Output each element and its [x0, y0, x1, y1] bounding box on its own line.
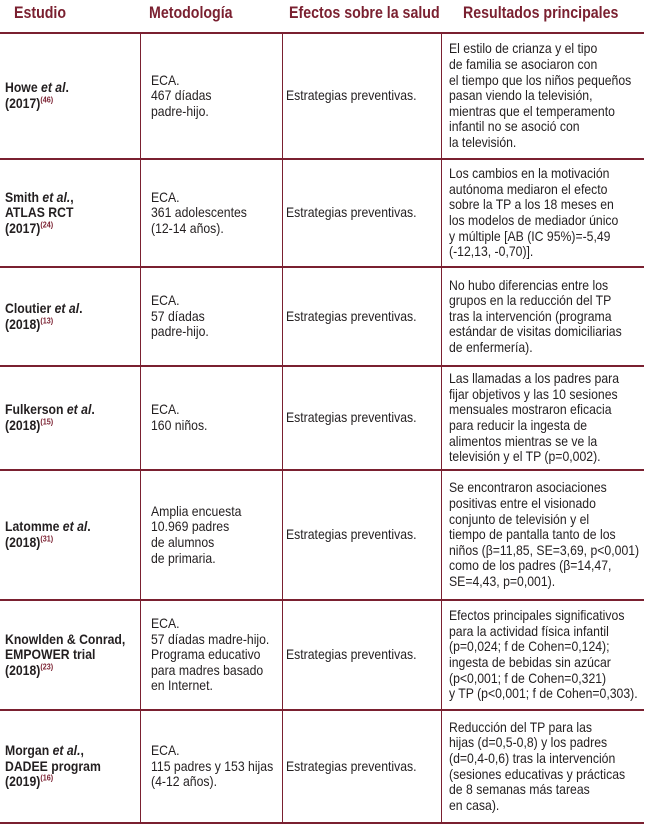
- study-line: [5, 205, 125, 221]
- method-line: 57 díadas: [151, 308, 205, 324]
- study-text: .: [87, 519, 91, 535]
- study-text: Cloutier: [5, 300, 55, 316]
- effect-cell: [286, 601, 436, 709]
- study-cell: [5, 268, 138, 365]
- header-efectos: Efectos sobre la salud: [289, 4, 440, 22]
- results-line: de 8 semanas más tareas: [449, 782, 590, 798]
- column-divider: [140, 601, 141, 709]
- method-line: (12-14 años).: [151, 220, 224, 236]
- method-cell: [151, 34, 281, 158]
- study-line: [5, 774, 125, 790]
- method-line: 467 díadas: [151, 88, 212, 104]
- study-text: (2019): [5, 774, 41, 790]
- results-line: (-12,13, -0,70)].: [449, 244, 534, 260]
- column-divider: [140, 160, 141, 266]
- study-text: ATLAS RCT: [5, 205, 74, 221]
- study-line: [5, 743, 125, 759]
- method-line: ECA.: [151, 616, 180, 632]
- results-line: de enfermería).: [449, 339, 533, 355]
- method-line: Programa educativo: [151, 647, 261, 663]
- column-divider: [140, 34, 141, 158]
- method-line: de primaria.: [151, 550, 216, 566]
- table-row: [0, 471, 644, 599]
- results-cell: [449, 367, 644, 469]
- method-cell: [151, 471, 281, 599]
- results-line: (sesiones educativas y prácticas: [449, 766, 626, 782]
- study-line: [5, 190, 125, 206]
- study-text: .: [79, 300, 83, 316]
- effect-text: Estrategias preventivas.: [286, 88, 417, 104]
- method-line: padre-hijo.: [151, 103, 209, 119]
- study-text: .: [65, 80, 69, 96]
- header-estudio: Estudio: [14, 4, 67, 22]
- table-row: [0, 601, 644, 709]
- results-line: en casa).: [449, 797, 500, 813]
- method-line: para madres basado: [151, 662, 264, 678]
- results-line: sobre la TP a los 18 meses en: [449, 197, 614, 213]
- study-line: [5, 221, 125, 237]
- study-text: (2018): [5, 535, 41, 550]
- method-line: ECA.: [151, 402, 180, 418]
- column-divider: [282, 34, 283, 158]
- study-text: et al: [66, 402, 92, 418]
- column-divider: [282, 711, 283, 822]
- study-line: [5, 535, 125, 551]
- results-line: grupos en la reducción del TP: [449, 293, 612, 309]
- study-cell: [5, 711, 138, 822]
- column-divider: [282, 160, 283, 266]
- results-line: (d=0,4-0,6) tras la intervención: [449, 750, 616, 766]
- column-divider: [140, 711, 141, 822]
- study-text: (2018): [5, 316, 41, 332]
- study-line: [5, 663, 125, 679]
- method-line: 57 díadas madre-hijo.: [151, 631, 270, 647]
- effect-text: Estrategias preventivas.: [286, 410, 417, 426]
- results-line: tras la intervención (programa: [449, 308, 612, 324]
- results-line: infantil no se asoció con: [449, 119, 580, 135]
- study-text: et al: [54, 300, 80, 316]
- column-divider: [441, 601, 442, 709]
- results-line: niños (β=11,85, SE=3,69, p<0,001): [449, 542, 640, 558]
- method-cell: [151, 268, 281, 365]
- study-text: Morgan: [5, 743, 53, 759]
- results-line: estándar de visitas domiciliarias: [449, 324, 622, 340]
- reference-number: (31): [40, 534, 54, 544]
- results-cell: [449, 471, 644, 599]
- table-row: [0, 367, 644, 469]
- table-row: [0, 711, 644, 822]
- results-line: autónoma mediaron el efecto: [449, 181, 608, 197]
- results-line: Se encontraron asociaciones: [449, 480, 607, 496]
- method-line: 115 padres y 153 hijas: [151, 758, 274, 774]
- results-line: los modelos de mediador único: [449, 213, 619, 228]
- results-line: positivas entre el visionado: [449, 496, 596, 512]
- column-divider: [282, 367, 283, 469]
- study-text: Knowlden & Conrad,: [5, 631, 126, 647]
- study-cell: [5, 601, 138, 709]
- study-text: ,: [80, 743, 84, 759]
- study-line: [5, 418, 125, 434]
- effect-cell: [286, 471, 436, 599]
- column-divider: [282, 268, 283, 365]
- study-text: (2017): [5, 96, 41, 111]
- method-line: ECA.: [151, 72, 180, 88]
- study-text: DADEE program: [5, 758, 101, 774]
- results-cell: [449, 160, 644, 266]
- study-line: [5, 402, 125, 418]
- results-line: fijar objetivos y las 10 sesiones: [449, 386, 618, 402]
- table-header: [0, 0, 650, 32]
- effect-text: Estrategias preventivas.: [286, 308, 417, 324]
- study-text: (2018): [5, 418, 41, 433]
- results-line: No hubo diferencias entre los: [449, 277, 609, 293]
- method-line: ECA.: [151, 743, 180, 759]
- study-text: .: [91, 402, 95, 418]
- results-line: SE=4,43, p=0,001).: [449, 573, 556, 589]
- study-line: [5, 759, 125, 775]
- table-row: [0, 34, 644, 158]
- results-line: hijas (d=0,5-0,8) y los padres: [449, 735, 608, 751]
- results-line: para la actividad física infantil: [449, 623, 609, 639]
- results-line: de familia se asociaron con: [449, 57, 598, 73]
- study-text: (2018): [5, 662, 41, 678]
- study-line: [5, 301, 125, 317]
- column-divider: [282, 601, 283, 709]
- results-line: mientras que el temperamento: [449, 103, 615, 119]
- method-line: Amplia encuesta: [151, 503, 242, 519]
- study-cell: [5, 367, 138, 469]
- study-text: et al.: [52, 743, 81, 759]
- study-cell: [5, 160, 138, 266]
- study-text: Fulkerson: [5, 402, 67, 418]
- table-row: [0, 268, 644, 365]
- results-cell: [449, 34, 644, 158]
- results-line: el tiempo que los niños pequeños: [449, 72, 632, 88]
- reference-number: (13): [40, 315, 54, 325]
- study-line: [5, 519, 125, 535]
- study-cell: [5, 471, 138, 599]
- method-cell: [151, 601, 281, 709]
- effect-cell: [286, 367, 436, 469]
- results-line: y TP (p<0,001; f de Cohen=0,303).: [449, 686, 638, 702]
- results-line: televisión y el TP (p=0,002).: [449, 449, 601, 465]
- column-divider: [441, 471, 442, 599]
- results-line: Las llamadas a los padres para: [449, 371, 620, 387]
- header-resultados: Resultados principales: [463, 4, 619, 22]
- results-line: ingesta de bebidas sin azúcar: [449, 655, 611, 670]
- column-divider: [282, 471, 283, 599]
- effect-text: Estrategias preventivas.: [286, 647, 417, 663]
- effect-text: Estrategias preventivas.: [286, 758, 417, 774]
- effect-cell: [286, 160, 436, 266]
- study-text: et al.: [42, 189, 71, 205]
- study-line: [5, 317, 125, 333]
- results-line: Efectos principales significativos: [449, 608, 625, 624]
- table-row: [0, 160, 644, 266]
- column-divider: [441, 34, 442, 158]
- study-line: [5, 80, 125, 96]
- results-cell: [449, 711, 644, 822]
- results-line: Reducción del TP para las: [449, 719, 593, 735]
- results-line: y múltiple [AB (IC 95%)=-5,49: [449, 228, 611, 244]
- effect-cell: [286, 711, 436, 822]
- reference-number: (24): [40, 220, 54, 230]
- effect-cell: [286, 34, 436, 158]
- reference-number: (15): [40, 417, 54, 427]
- study-line: [5, 632, 125, 648]
- method-line: 361 adolescentes: [151, 205, 247, 221]
- study-text: ,: [70, 189, 74, 205]
- column-divider: [441, 711, 442, 822]
- effect-cell: [286, 268, 436, 365]
- column-divider: [441, 160, 442, 266]
- study-text: Smith: [5, 189, 43, 205]
- results-line: alimentos mientras se ve la: [449, 433, 598, 449]
- results-line: conjunto de televisión y el: [449, 511, 590, 527]
- study-line: [5, 647, 125, 663]
- reference-number: (23): [40, 662, 54, 672]
- header-metodologia: Metodología: [149, 4, 233, 22]
- column-divider: [140, 268, 141, 365]
- results-line: pasan viendo la televisión,: [449, 88, 593, 104]
- method-line: 10.969 padres: [151, 519, 230, 535]
- method-line: 160 niños.: [151, 418, 208, 433]
- results-line: (p<0,001; f de Cohen=0,321): [449, 670, 607, 686]
- results-line: El estilo de crianza y el tipo: [449, 41, 598, 57]
- results-cell: [449, 268, 644, 365]
- method-line: de alumnos: [151, 535, 215, 550]
- method-cell: [151, 711, 281, 822]
- study-cell: [5, 34, 138, 158]
- results-cell: [449, 601, 644, 709]
- study-text: (2017): [5, 220, 41, 236]
- row-rule: [0, 822, 644, 824]
- effect-text: Estrategias preventivas.: [286, 205, 417, 221]
- study-text: EMPOWER trial: [5, 647, 96, 663]
- results-line: como de los padres (β=14,47,: [449, 558, 612, 574]
- method-line: padre-hijo.: [151, 324, 209, 340]
- column-divider: [441, 268, 442, 365]
- method-line: ECA.: [151, 189, 180, 205]
- method-cell: [151, 367, 281, 469]
- results-line: mensuales mostraron eficacia: [449, 402, 612, 418]
- method-line: (4-12 años).: [151, 774, 217, 790]
- study-text: et al: [41, 80, 66, 96]
- results-line: (p=0,024; f de Cohen=0,124);: [449, 639, 610, 655]
- results-line: Los cambios en la motivación: [449, 166, 610, 182]
- study-line: [5, 96, 125, 112]
- results-line: para reducir la ingesta de: [449, 418, 588, 433]
- column-divider: [140, 367, 141, 469]
- study-text: Latomme: [5, 519, 63, 535]
- reference-number: (16): [40, 773, 54, 783]
- method-cell: [151, 160, 281, 266]
- column-divider: [441, 367, 442, 469]
- study-text: Howe: [5, 80, 42, 96]
- method-line: ECA.: [151, 293, 180, 309]
- method-line: en Internet.: [151, 678, 213, 694]
- column-divider: [140, 471, 141, 599]
- results-line: tiempo de pantalla tanto de los: [449, 527, 616, 543]
- reference-number: (46): [40, 95, 54, 105]
- study-text: et al: [62, 519, 88, 535]
- results-line: la televisión.: [449, 134, 517, 150]
- effect-text: Estrategias preventivas.: [286, 527, 417, 543]
